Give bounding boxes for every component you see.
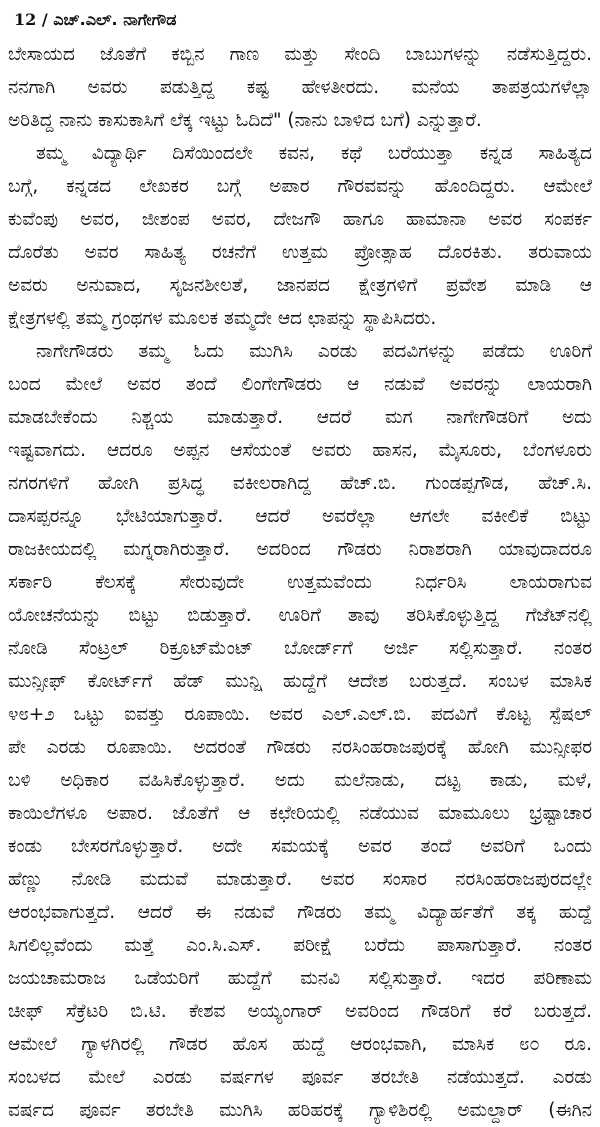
text-line: ಬಳಿ ಅಧಿಕಾರ ವಹಿಸಿಕೊಳ್ಳುತ್ತಾರೆ. ಅದು ಮಲೆನಾಡು, ದಟ್ಟ ಕಾಡು, ಮಳೆ,	[8, 770, 592, 791]
text-line: ಅರಿತಿದ್ದ ನಾನು ಕಾಸುಕಾಸಿಗೆ ಲೆಕ್ಕ ಇಟ್ಟು ಓದಿದೆ" (ನಾನು ಬಾಳಿದ ಬಗೆ) ಎನ್ನುತ್ತಾರೆ.	[8, 110, 482, 131]
text-line: ನೋಡಿ ಸೆಂಟ್ರಲ್ ರಿಕ್ರೂಟ್‌ಮೆಂಟ್ ಬೋರ್ಡ್‌ಗೆ ಅರ್ಜಿ ಸಲ್ಲಿಸುತ್ತಾರೆ. ನಂತರ	[8, 638, 592, 659]
text-line: ಪೇ ಎರಡು ರೂಪಾಯಿ. ಅದರಂತೆ ಗೌಡರು ನರಸಿಂಹರಾಜಪುರಕ್ಕೆ ಹೋಗಿ ಮುನ್ಸೀಫರ	[8, 737, 592, 758]
text-line: ಕಂಡು ಬೇಸರಗೊಳ್ಳುತ್ತಾರೆ. ಅದೇ ಸಮಯಕ್ಕೆ ಅವರ ತಂದೆ ಅವರಿಗೆ ಒಂದು	[8, 836, 592, 857]
text-line: ೪೮+೨ ಒಟ್ಟು ಐವತ್ತು ರೂಪಾಯಿ. ಅವರ ಎಲ್.ಎಲ್.ಬಿ. ಪದವಿಗೆ ಕೊಟ್ಟ ಸ್ಪೆಷಲ್	[8, 704, 592, 725]
text-line: ಮುನ್ಸೀಫ್ ಕೋರ್ಟ್‌ಗೆ ಹೆಡ್ ಮುನ್ಷಿ ಹುದ್ದೆಗೆ ಆದೇಶ ಬರುತ್ತದೆ. ಸಂಬಳ ಮಾಸಿಕ	[8, 671, 592, 692]
text-line: ಕುವೆಂಪು ಅವರ, ಜೀಶಂಪ ಅವರ, ದೇಜಗೌ ಹಾಗೂ ಹಾಮಾನಾ ಅವರ ಸಂಪರ್ಕ	[8, 209, 592, 230]
text-line: ಸಿಗಲಿಲ್ಲವೆಂದು ಮತ್ತೆ ಎಂ.ಸಿ.ಎಸ್. ಪರೀಕ್ಷೆ ಬರೆದು ಪಾಸಾಗುತ್ತಾರೆ. ನಂತರ	[8, 935, 592, 956]
text-line: ದೊರೆತು ಅವರ ಸಾಹಿತ್ಯ ರಚನೆಗೆ ಉತ್ತಮ ಪ್ರೋತ್ಸಾಹ ದೊರಕಿತು. ತರುವಾಯ	[8, 242, 592, 263]
text-line: ಚೀಫ್ ಸೆಕ್ರೆಟರಿ ಬಿ.ಟಿ. ಕೇಶವ ಅಯ್ಯಂಗಾರ್ ಅವರಿಂದ ಗೌಡರಿಗೆ ಕರೆ ಬರುತ್ತದೆ.	[8, 1001, 592, 1022]
text-line: ಆರಂಭವಾಗುತ್ತದೆ. ಆದರೆ ಈ ನಡುವೆ ಗೌಡರು ತಮ್ಮ ವಿದ್ಯಾರ್ಹತೆಗೆ ತಕ್ಕ ಹುದ್ದೆ	[8, 902, 592, 923]
text-line: ಸಂಬಳದ ಮೇಲೆ ಎರಡು ವರ್ಷಗಳ ಪೂರ್ವ ತರಬೇತಿ ನಡೆಯುತ್ತದೆ. ಎರಡು	[8, 1067, 592, 1088]
text-line: ನಾಗೇಗೌಡರು ತಮ್ಮ ಓದು ಮುಗಿಸಿ ಎರಡು ಪದವಿಗಳನ್ನು ಪಡೆದು ಊರಿಗೆ	[36, 341, 592, 362]
running-title: ಎಚ್.ಎಲ್. ನಾಗೇಗೌಡ	[53, 10, 177, 29]
text-line: ಮಾಡಬೇಕೆಂದು ನಿಶ್ಚಯ ಮಾಡುತ್ತಾರೆ. ಆದರೆ ಮಗ ನಾಗೇಗೌಡರಿಗೆ ಅದು	[8, 407, 592, 428]
text-line: ಹೆಣ್ಣು ನೋಡಿ ಮದುವೆ ಮಾಡುತ್ತಾರೆ. ಅವರ ಸಂಸಾರ ನರಸಿಂಹರಾಜಪುರದಲ್ಲೇ	[8, 869, 592, 890]
text-line: ಬಗ್ಗೆ, ಕನ್ನಡದ ಲೇಖಕರ ಬಗ್ಗೆ ಅಪಾರ ಗೌರವವನ್ನು ಹೊಂದಿದ್ದರು. ಆಮೇಲೆ	[8, 176, 592, 197]
text-line: ಇಷ್ಟವಾಗದು. ಆದರೂ ಅಪ್ಪನ ಆಸೆಯಂತೆ ಅವರು ಹಾಸನ, ಮೈಸೂರು, ಬೆಂಗಳೂರು	[8, 440, 592, 461]
text-line: ಬಂದ ಮೇಲೆ ಅವರ ತಂದೆ ಲಿಂಗೇಗೌಡರು ಆ ನಡುವೆ ಅವರನ್ನು ಲಾಯರಾಗಿ	[8, 374, 592, 395]
text-line: ಅವರು ಅನುವಾದ, ಸೃಜನಶೀಲತೆ, ಜಾನಪದ ಕ್ಷೇತ್ರಗಳಿಗೆ ಪ್ರವೇಶ ಮಾಡಿ ಆ	[8, 275, 592, 296]
text-line: ಸರ್ಕಾರಿ ಕೆಲಸಕ್ಕೆ ಸೇರುವುದೇ ಉತ್ತಮವೆಂದು ನಿರ್ಧರಿಸಿ ಲಾಯರಾಗುವ	[8, 572, 592, 593]
text-line: ದಾಸಪ್ಪರನ್ನೂ ಭೇಟಿಯಾಗುತ್ತಾರೆ. ಆದರೆ ಅವರೆಲ್ಲಾ ಆಗಲೇ ವಕೀಲಿಕೆ ಬಿಟ್ಟು	[8, 506, 592, 527]
text-line: ಬೇಸಾಯದ ಜೊತೆಗೆ ಕಬ್ಬಿನ ಗಾಣ ಮತ್ತು ಸೇಂದಿ ಬಾಬುಗಳನ್ನು ನಡೆಸುತ್ತಿದ್ದರು.	[8, 44, 592, 65]
page-number: 12	[14, 10, 37, 29]
page-header	[14, 10, 176, 30]
text-line: ನನಗಾಗಿ ಅವರು ಪಡುತ್ತಿದ್ದ ಕಷ್ಟ ಹೇಳತೀರದು. ಮನೆಯ ತಾಪತ್ರಯಗಳೆಲ್ಲಾ	[8, 77, 592, 98]
text-line: ಯೋಚನೆಯನ್ನು ಬಿಟ್ಟು ಬಿಡುತ್ತಾರೆ. ಊರಿಗೆ ತಾವು ತರಿಸಿಕೊಳ್ಳುತ್ತಿದ್ದ ಗೆಜೆಟ್‌ನಲ್ಲಿ	[8, 605, 592, 626]
header-separator: /	[41, 10, 48, 29]
text-line: ಕಾಯಿಲೆಗಳೂ ಅಪಾರ. ಜೊತೆಗೆ ಆ ಕಛೇರಿಯಲ್ಲಿ ನಡೆಯುವ ಮಾಮೂಲು ಭ್ರಷ್ಟಾಚಾರ	[8, 803, 592, 824]
text-line: ತಮ್ಮ ವಿದ್ಯಾರ್ಥಿ ದಿಸೆಯಿಂದಲೇ ಕವನ, ಕಥೆ ಬರೆಯುತ್ತಾ ಕನ್ನಡ ಸಾಹಿತ್ಯದ	[36, 143, 592, 164]
text-line: ಜಯಚಾಮರಾಜ ಒಡೆಯರಿಗೆ ಹುದ್ದೆಗೆ ಮನವಿ ಸಲ್ಲಿಸುತ್ತಾರೆ. ಇದರ ಪರಿಣಾಮ	[8, 968, 592, 989]
text-line: ಕ್ಷೇತ್ರಗಳಲ್ಲಿ ತಮ್ಮ ಗ್ರಂಥಗಳ ಮೂಲಕ ತಮ್ಮದೇ ಆದ ಛಾಪನ್ನು ಸ್ಥಾಪಿಸಿದರು.	[8, 308, 437, 329]
text-line: ನಗರಗಳಿಗೆ ಹೋಗಿ ಪ್ರಸಿದ್ಧ ವಕೀಲರಾಗಿದ್ದ ಹೆಚ್.ಬಿ. ಗುಂಡಪ್ಪಗೌಡ, ಹೆಚ್.ಸಿ.	[8, 473, 592, 494]
text-line: ವರ್ಷದ ಪೂರ್ವ ತರಬೇತಿ ಮುಗಿಸಿ ಹರಿಹರಕ್ಕೆ ಗ್ಯಾಳಿಶಿರಲ್ಲಿ ಅಮಲ್ದಾರ್ (ಈಗಿನ	[8, 1100, 592, 1121]
text-line: ರಾಜಕೀಯದಲ್ಲಿ ಮಗ್ನರಾಗಿರುತ್ತಾರೆ. ಅದರಿಂದ ಗೌಡರು ನಿರಾಶರಾಗಿ ಯಾವುದಾದರೂ	[8, 539, 592, 560]
text-line: ಆಮೇಲೆ ಗ್ಯಾಳಗಿರಲ್ಲಿ ಗೌಡರ ಹೊಸ ಹುದ್ದೆ ಆರಂಭವಾಗಿ, ಮಾಸಿಕ ೮೦ ರೂ.	[8, 1034, 592, 1055]
